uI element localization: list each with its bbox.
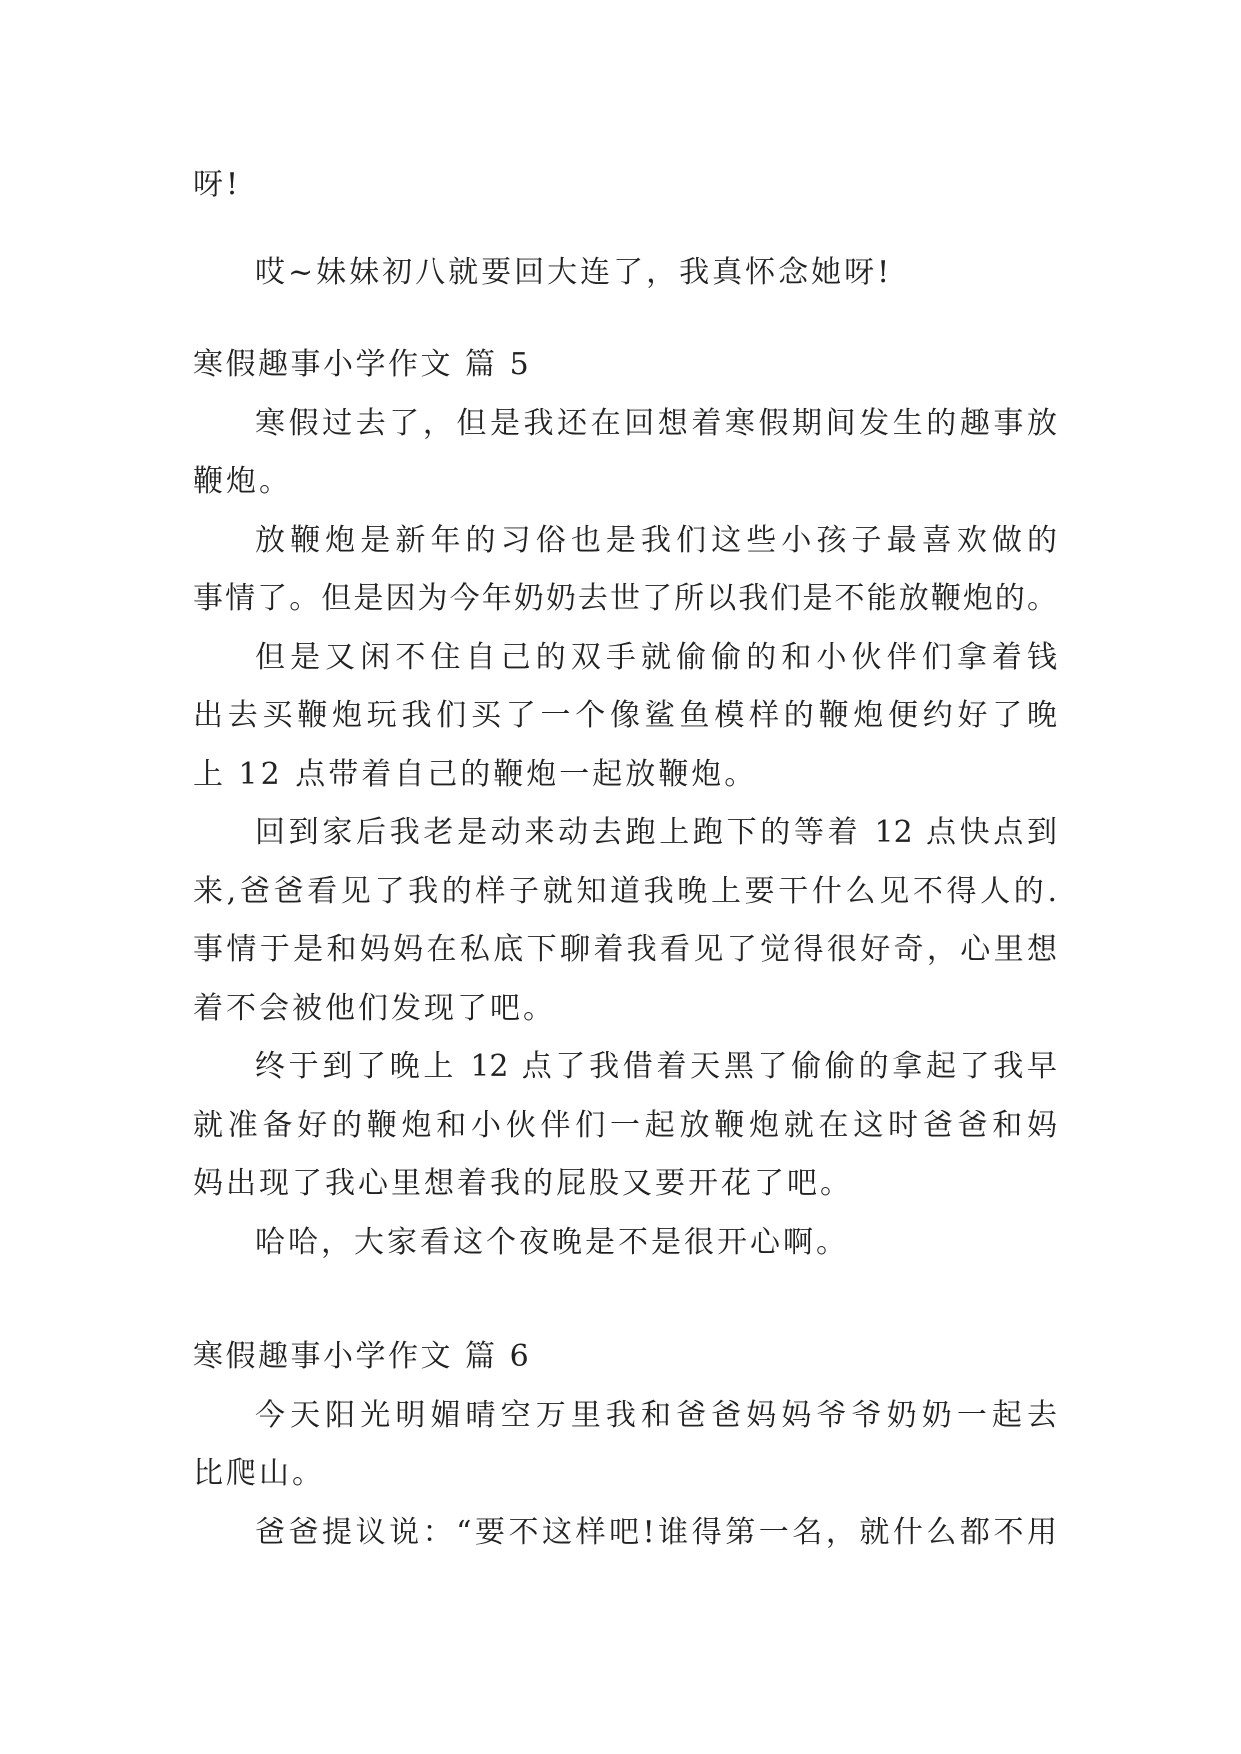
article-heading: 寒假趣事小学作文 篇 5 <box>193 347 532 382</box>
paragraph-line: 鞭炮。 <box>193 464 292 499</box>
paragraph-line: 事情于是和妈妈在私底下聊着我看见了觉得很好奇，心里想 <box>193 932 1057 967</box>
paragraph <box>193 1038 1057 1214</box>
paragraph-line: 爸爸提议说：“要不这样吧!谁得第一名，就什么都不用 <box>255 1514 1057 1550</box>
paragraph-line: 出去买鞭炮玩我们买了一个像鲨鱼模样的鞭炮便约好了晚 <box>193 698 1057 733</box>
continued-paragraph <box>193 156 1057 215</box>
paragraph-line: 事情了。但是因为今年奶奶去世了所以我们是不能放鞭炮的。 <box>193 581 1057 616</box>
paragraph-line: 上 12 点带着自己的鞭炮一起放鞭炮。 <box>193 756 758 792</box>
paragraph-line: 寒假过去了，但是我还在回想着寒假期间发生的趣事放 <box>255 405 1057 441</box>
paragraph <box>193 1504 1057 1563</box>
paragraph-line: 终于到了晚上 12 点了我借着天黑了偷偷的拿起了我早 <box>255 1049 1057 1084</box>
paragraph-line: 哎~妹妹初八就要回大连了，我真怀念她呀! <box>255 254 893 290</box>
paragraph <box>193 1214 1057 1273</box>
paragraph-line: 哈哈，大家看这个夜晚是不是很开心啊。 <box>255 1224 849 1260</box>
article-section <box>193 1328 1057 1562</box>
paragraph-line: 今天阳光明媚晴空万里我和爸爸妈妈爷爷奶奶一起去 <box>255 1397 1057 1433</box>
paragraph <box>193 512 1057 629</box>
paragraph-line: 就准备好的鞭炮和小伙伴们一起放鞭炮就在这时爸爸和妈 <box>193 1107 1057 1143</box>
paragraph-line: 着不会被他们发现了吧。 <box>193 990 556 1026</box>
paragraph-line: 来,爸爸看见了我的样子就知道我晚上要干什么见不得人的. <box>193 873 1057 909</box>
article-heading: 寒假趣事小学作文 篇 6 <box>193 1339 532 1374</box>
paragraph <box>193 244 1057 303</box>
paragraph <box>193 1387 1057 1504</box>
article-section <box>193 336 1057 1272</box>
paragraph <box>193 629 1057 805</box>
paragraph <box>193 395 1057 512</box>
paragraph-line: 但是又闲不住自己的双手就偷偷的和小伙伴们拿着钱 <box>255 639 1057 675</box>
paragraph-line: 妈出现了我心里想着我的屁股又要开花了吧。 <box>193 1166 853 1201</box>
paragraph-line: 呀! <box>193 167 242 202</box>
paragraph-line: 比爬山。 <box>193 1456 325 1491</box>
paragraph <box>193 804 1057 1038</box>
paragraph-line: 回到家后我老是动来动去跑上跑下的等着 12 点快点到 <box>255 815 1057 850</box>
paragraph-line: 放鞭炮是新年的习俗也是我们这些小孩子最喜欢做的 <box>255 522 1057 558</box>
